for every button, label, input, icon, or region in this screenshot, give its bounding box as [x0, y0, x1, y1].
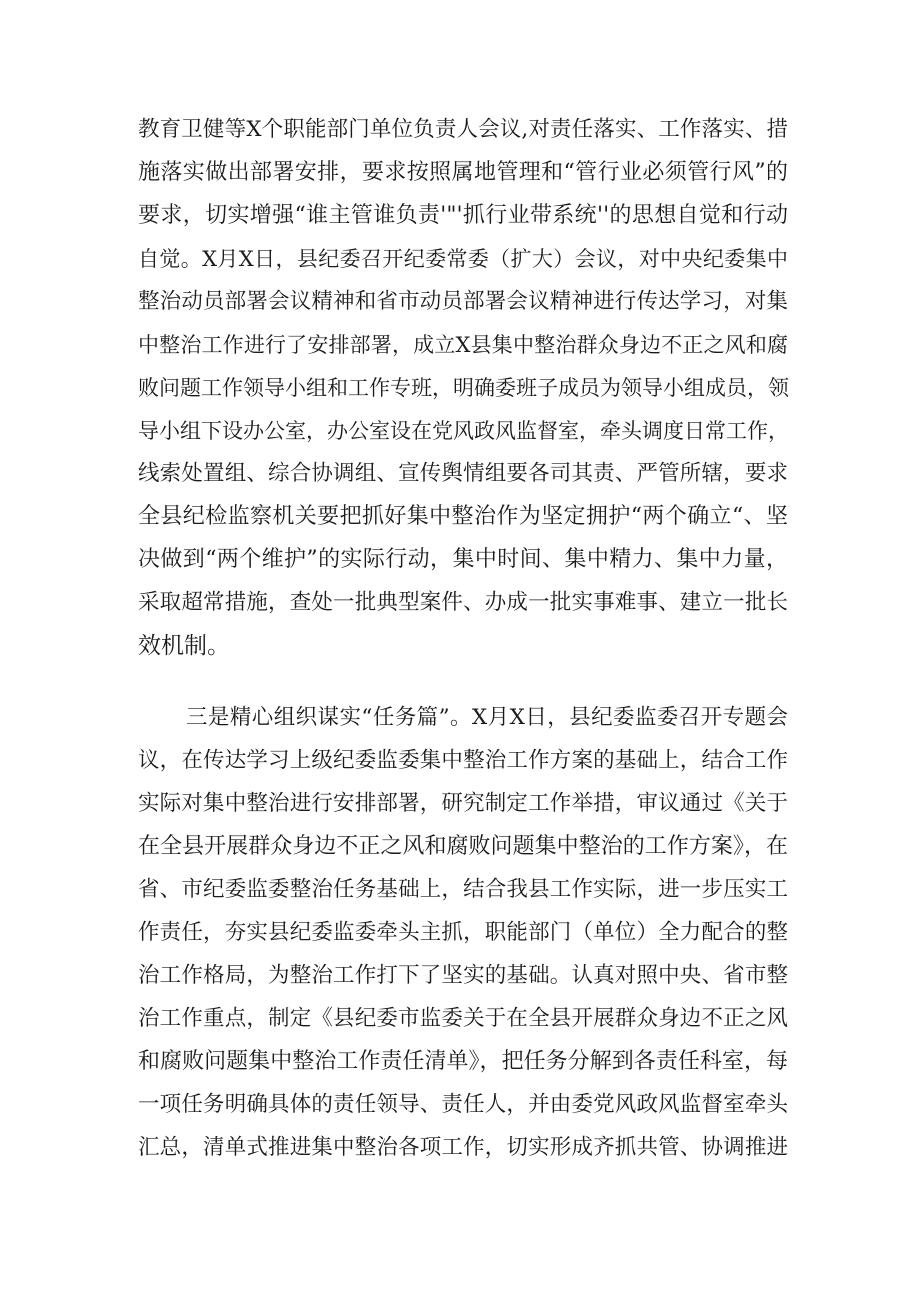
text-line: 采取超常措施，查处一批典型案件、办成一批实事难事、建立一批长 [138, 590, 788, 615]
text-line: 全县纪检监察机关要把抓好集中整治作为坚定拥护“两个确立“、坚 [138, 504, 788, 529]
text-line: 线索处置组、综合协调组、宣传舆情组要各司其责、严管所辖，要求 [138, 461, 788, 486]
text-line: 省、市纪委监委整治任务基础上，结合我县工作实际，进一步压实工 [138, 877, 788, 902]
text-line: 教育卫健等X个职能部门单位负责人会议,对责任落实、工作落实、措 [138, 117, 788, 142]
text-line: 议，在传达学习上级纪委监委集中整治工作方案的基础上，结合工作 [138, 748, 788, 773]
text-line: 一项任务明确具体的责任领导、责任人，并由委党风政风监督室牵头 [138, 1092, 788, 1117]
text-line: 效机制。 [138, 633, 230, 659]
text-line: 自觉。X月X日，县纪委召开纪委常委（扩大）会议，对中央纪委集中 [138, 247, 788, 271]
text-line: 决做到“两个维护”的实际行动，集中时间、集中精力、集中力量， [138, 547, 788, 572]
text-line: 施落实做出部署安排，要求按照属地管理和“管行业必须管行风”的 [138, 160, 788, 185]
text-line: 实际对集中整治进行安排部署，研究制定工作举措，审议通过《关于 [138, 791, 788, 816]
text-line: 导小组下设办公室，办公室设在党风政风监督室，牵头调度日常工作， [138, 419, 789, 443]
text-line: 整治动员部署会议精神和省市动员部署会议精神进行传达学习，对集 [138, 289, 788, 314]
text-line: 作责任，夯实县纪委监委牵头主抓，职能部门（单位）全力配合的整 [138, 920, 788, 945]
text-line: 汇总，清单式推进集中整治各项工作，切实形成齐抓共管、协调推进 [138, 1135, 788, 1160]
text-line: 治工作重点，制定《县纪委市监委关于在全县开展群众身边不正之风 [138, 1006, 788, 1031]
text-line: 要求，切实增强“谁主管谁负责'"'抓行业带系统''的思想自觉和行动 [138, 203, 788, 228]
text-line: 中整治工作进行了安排部署，成立X县集中整治群众身边不正之风和腐 [138, 333, 788, 357]
text-line: 治工作格局，为整治工作打下了坚实的基础。认真对照中央、省市整 [138, 963, 788, 988]
text-line: 在全县开展群众身边不正之风和腐败问题集中整治的工作方案》，在 [138, 834, 788, 859]
text-line: 和腐败问题集中整治工作责任清单》，把任务分解到各责任科室，每 [138, 1049, 788, 1074]
text-line: 败问题工作领导小组和工作专班，明确委班子成员为领导小组成员，领 [138, 376, 789, 400]
text-line: 三是精心组织谋实“任务篇”。X月X日，县纪委监委召开专题会 [186, 705, 788, 730]
